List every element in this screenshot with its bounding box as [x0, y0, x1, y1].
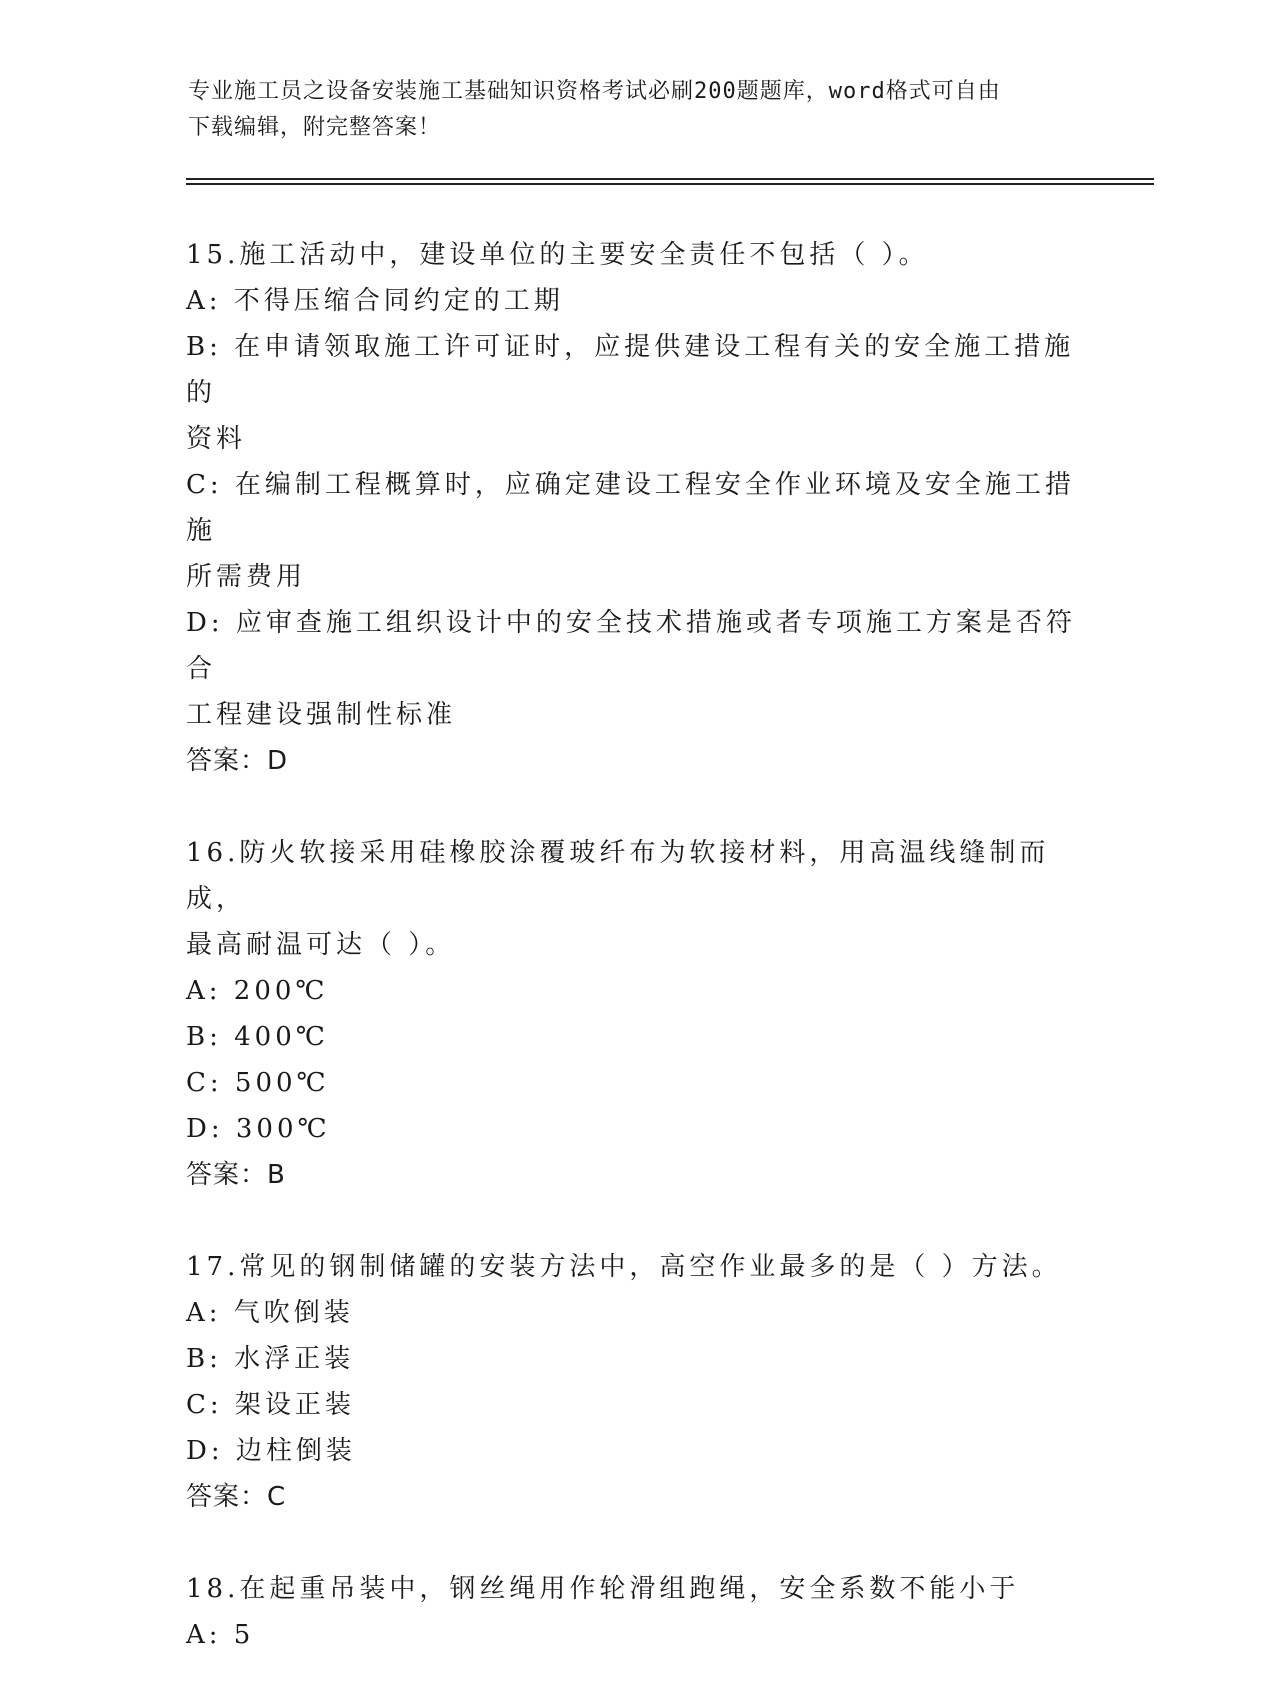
answer-key: 答案：D: [186, 746, 289, 776]
answer-option: 工程建设强制性标准: [186, 700, 457, 730]
answer-option: D: 300℃: [186, 1114, 331, 1144]
question-list: [186, 232, 1086, 1704]
answer-option: C: 在编制工程概算时，应确定建设工程安全作业环境及安全施工措施: [186, 470, 1075, 546]
question-text: 18.在起重吊装中，钢丝绳用作轮滑组跑绳，安全系数不能小于: [186, 1574, 1020, 1604]
answer-option: 所需费用: [186, 562, 307, 592]
answer-option: B: 400℃: [186, 1022, 329, 1052]
header-rule-top: [186, 178, 1154, 180]
answer-option: A: 气吹倒装: [186, 1298, 354, 1328]
answer-option: C: 500℃: [186, 1068, 330, 1098]
answer-option: B: 水浮正装: [186, 1344, 355, 1374]
header-rule-bottom: [186, 183, 1154, 185]
answer-option: D: 应审查施工组织设计中的安全技术措施或者专项施工方案是否符合: [186, 608, 1076, 684]
question-block: [186, 1566, 1086, 1658]
question-block: [186, 830, 1086, 1198]
header-line-2: 下载编辑，附完整答案！: [188, 115, 442, 140]
question-text: 17.常见的钢制储罐的安装方法中，高空作业最多的是（ ）方法。: [186, 1252, 1062, 1282]
question-text: 15.施工活动中，建设单位的主要安全责任不包括（ ）。: [186, 240, 929, 270]
answer-option: C: 架设正装: [186, 1390, 355, 1420]
answer-option: A: 5: [186, 1620, 255, 1650]
answer-key: 答案：C: [186, 1482, 287, 1512]
answer-option: B: 在申请领取施工许可证时，应提供建设工程有关的安全施工措施的: [186, 332, 1075, 408]
answer-option: 资料: [186, 424, 247, 454]
answer-option: D: 边柱倒装: [186, 1436, 356, 1466]
answer-option: A: 200℃: [186, 976, 329, 1006]
header-line-1: 专业施工员之设备安装施工基础知识资格考试必刷200题题库，word格式可自由: [188, 79, 1001, 104]
question-text: 最高耐温可达（ ）。: [186, 930, 456, 960]
answer-key: 答案：B: [186, 1160, 286, 1190]
question-text: 16.防火软接采用硅橡胶涂覆玻纤布为软接材料，用高温线缝制而成，: [186, 838, 1050, 914]
question-block: [186, 232, 1086, 784]
document-header: [188, 74, 1088, 146]
question-block: [186, 1244, 1086, 1520]
answer-option: A: 不得压缩合同约定的工期: [186, 286, 564, 316]
